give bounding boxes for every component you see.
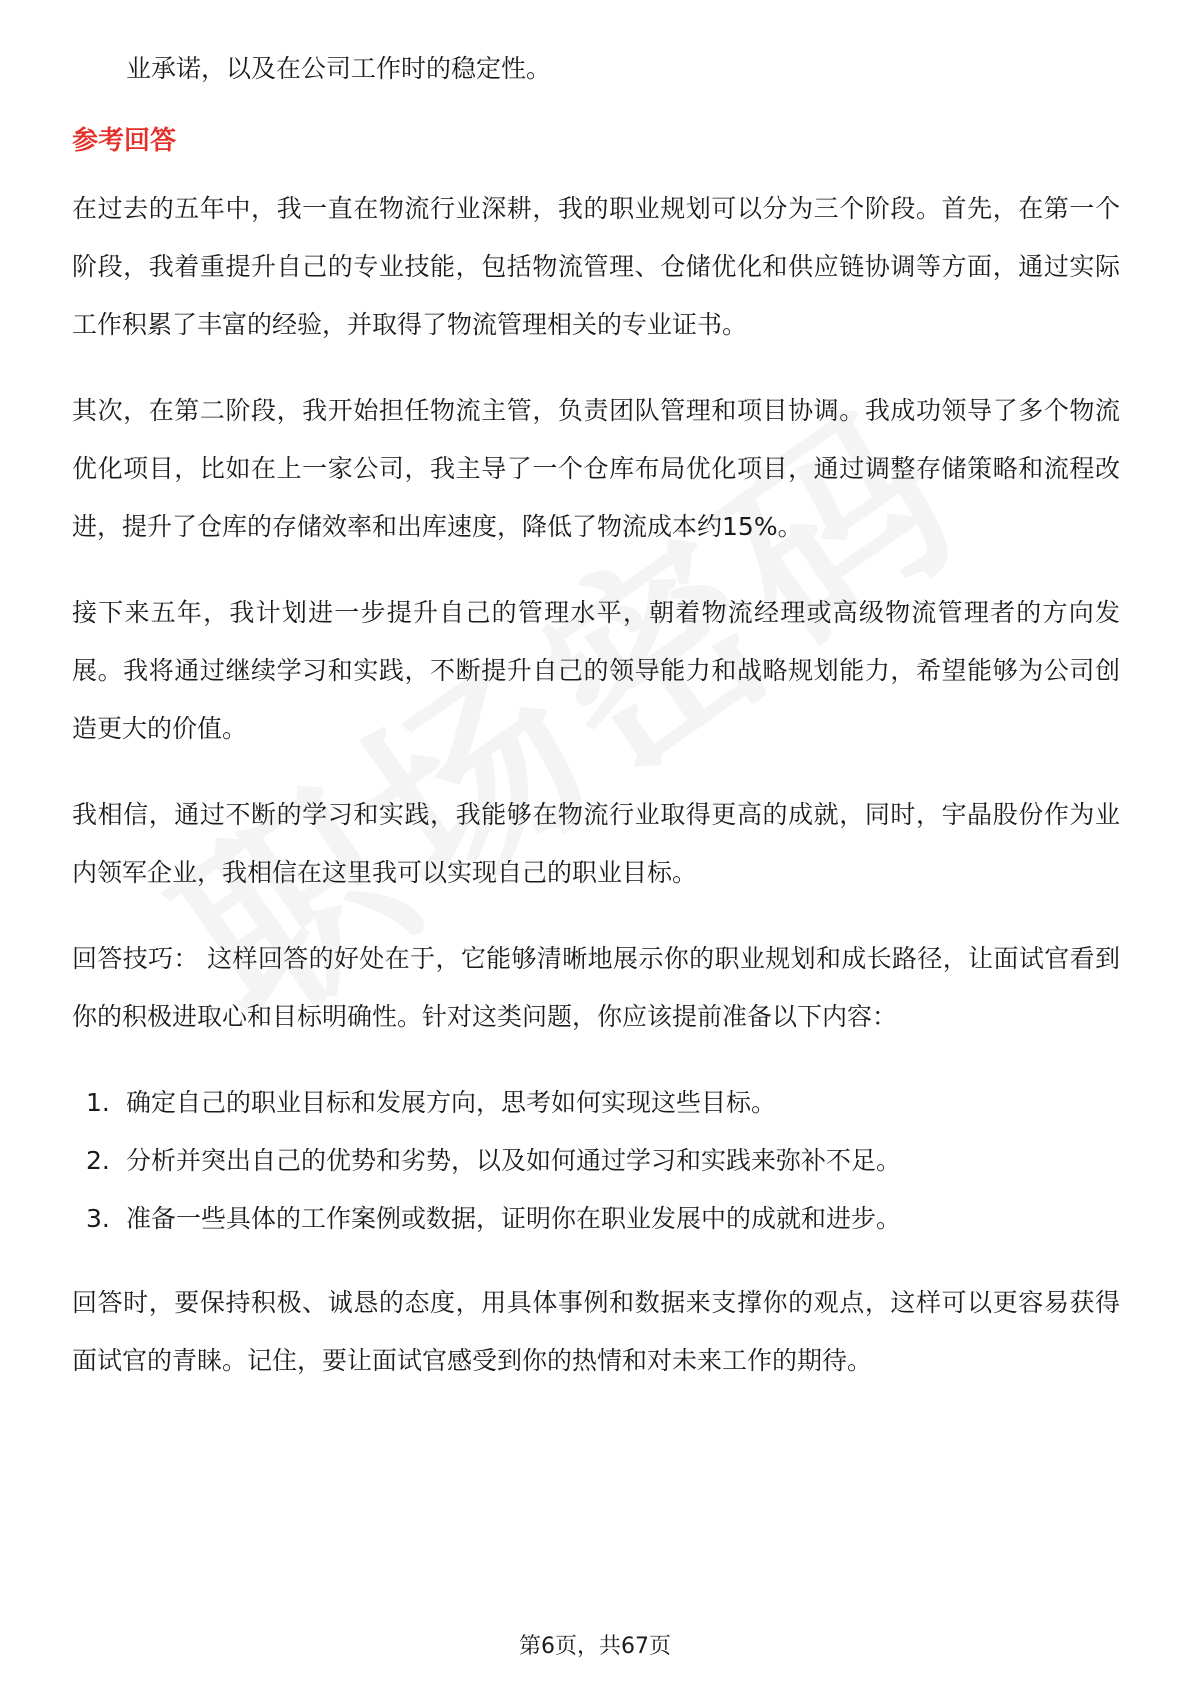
paragraph-tips: 回答技巧： 这样回答的好处在于，它能够清晰地展示你的职业规划和成长路径，让面试官看到你的积极进取心和目标明确性。针对这类问题，你应该提前准备以下内容： (72, 944, 1120, 1031)
list-item-text: 准备一些具体的工作案例或数据，证明你在职业发展中的成就和进步。 (126, 1204, 902, 1233)
page-footer: 第6页，共67页 (519, 1634, 671, 1659)
list-item (72, 1074, 1120, 1132)
paragraph-2: 其次，在第二阶段，我开始担任物流主管，负责团队管理和项目协调。我成功领导了多个物流优化项目，比如在上一家公司，我主导了一个仓库布局优化项目，通过调整存储策略和流程改进，提升了仓库的存储效率和出库速度，降低了物流成本约15%。 (72, 396, 1120, 541)
page-content (72, 40, 1120, 1418)
closing-paragraph: 回答时，要保持积极、诚恳的态度，用具体事例和数据来支撑你的观点，这样可以更容易获得面试官的青睐。记住，要让面试官感受到你的热情和对未来工作的期待。 (72, 1288, 1120, 1375)
paragraph-4: 我相信，通过不断的学习和实践，我能够在物流行业取得更高的成就，同时，宇晶股份作为业内领军企业，我相信在这里我可以实现自己的职业目标。 (72, 800, 1120, 887)
list-item-number: 2. (86, 1146, 110, 1175)
list-item-text: 分析并突出自己的优势和劣势，以及如何通过学习和实践来弥补不足。 (126, 1146, 902, 1175)
list-item-number: 1. (86, 1088, 110, 1117)
list-item-number: 3. (86, 1204, 110, 1233)
list-item (72, 1132, 1120, 1190)
continuation-line: 业承诺，以及在公司工作时的稳定性。 (126, 54, 552, 83)
tips-list (72, 1074, 1120, 1248)
list-item (72, 1190, 1120, 1248)
paragraph-1: 在过去的五年中，我一直在物流行业深耕，我的职业规划可以分为三个阶段。首先，在第一个阶段，我着重提升自己的专业技能，包括物流管理、仓储优化和供应链协调等方面，通过实际工作积累了丰富的经验，并取得了物流管理相关的专业证书。 (72, 194, 1120, 339)
section-heading: 参考回答 (72, 126, 177, 156)
paragraph-3: 接下来五年，我计划进一步提升自己的管理水平，朝着物流经理或高级物流管理者的方向发展。我将通过继续学习和实践，不断提升自己的领导能力和战略规划能力，希望能够为公司创造更大的价值。 (72, 598, 1120, 743)
list-item-text: 确定自己的职业目标和发展方向，思考如何实现这些目标。 (126, 1088, 777, 1117)
